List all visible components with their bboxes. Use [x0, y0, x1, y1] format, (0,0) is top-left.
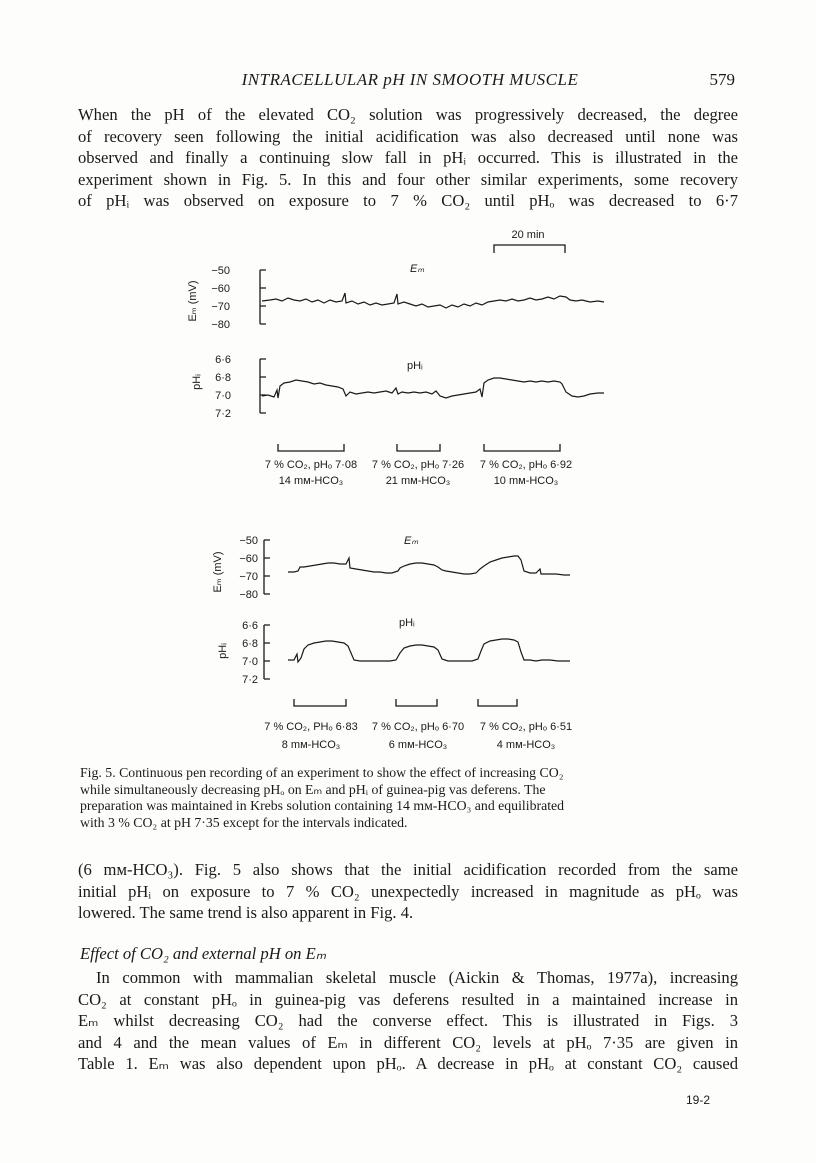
text-line: of recovery seen following the initial acidification was also decreased until none was	[78, 126, 738, 146]
ph-trace	[288, 639, 570, 662]
text-line: (6 mᴍ-HCO₃). Fig. 5 also shows that the initial acidification recorded from the same	[78, 860, 738, 879]
em-tick: −70	[239, 571, 258, 583]
em-axis	[260, 270, 266, 324]
ph-tick: 6·8	[215, 372, 231, 384]
text-line: Table 1. Eₘ was also dependent upon pHₒ. A decrease in pHₒ at constant CO₂ caused	[78, 1054, 738, 1074]
em-trace-label: Eₘ	[404, 535, 419, 547]
interval-bracket	[397, 444, 440, 451]
ph-trace	[262, 378, 604, 398]
text-line: initial pHᵢ on exposure to 7 % CO₂ unexpectedly increased in magnitude as pHₒ was	[78, 881, 738, 901]
caption-line: while simultaneously decreasing pHₒ on Eₘ and pHᵢ of guinea-pig vas deferens. The	[80, 781, 546, 797]
em-axis-label: Eₘ (mV)	[212, 551, 224, 593]
ph-tick: 6·6	[215, 354, 231, 366]
em-axis-label: Eₘ (mV)	[187, 280, 199, 322]
em-tick: −80	[239, 589, 258, 601]
interval-condition: 7 % CO₂, pHₒ 6·92	[479, 459, 573, 471]
interval-bracket	[294, 699, 346, 706]
interval-condition: 7 % CO₂, pHₒ 6·51	[479, 721, 573, 733]
ph-tick: 6·8	[242, 638, 258, 650]
em-tick: −60	[211, 283, 230, 295]
ph-axis	[264, 625, 270, 679]
interval-condition: 7 % CO₂, pHₒ 6·70	[371, 721, 465, 733]
scale-bar-label: 20 min	[511, 229, 545, 241]
ph-tick: 7·2	[242, 674, 258, 686]
page-number: 579	[709, 70, 735, 89]
interval-condition: 7 % CO₂, PHₒ 6·83	[264, 721, 358, 733]
interval-bracket	[478, 699, 517, 706]
footer-signature: 19-2	[686, 1093, 711, 1107]
section-heading: Effect of CO₂ and external pH on Eₘ	[80, 944, 327, 963]
interval-condition: 7 % CO₂, pHₒ 7·26	[371, 459, 465, 471]
text-line: CO₂ at constant pHₒ in guinea-pig vas deferens resulted in a maintained increase in	[78, 989, 738, 1009]
text-line: Eₘ whilst decreasing CO₂ had the converse effect. This is illustrated in Figs. 3	[78, 1011, 738, 1031]
ph-trace-label: pHᵢ	[399, 617, 415, 629]
em-tick: −80	[211, 319, 230, 331]
ph-trace-label: pHᵢ	[407, 360, 423, 372]
em-trace-label: Eₘ	[410, 263, 425, 275]
ph-tick: 7·2	[215, 408, 231, 420]
interval-hco3: 14 mᴍ-HCO₃	[278, 475, 344, 487]
interval-bracket	[278, 444, 344, 451]
interval-hco3: 10 mᴍ-HCO₃	[493, 475, 559, 487]
caption-line: with 3 % CO₂ at pH 7·35 except for the intervals indicated.	[80, 814, 408, 830]
text-line: lowered. The same trend is also apparent in Fig. 4.	[78, 903, 414, 923]
ph-axis-label: pHᵢ	[191, 374, 203, 390]
text-line: of pHᵢ was observed on exposure to 7 % CO₂ until pHₒ was decreased to 6·7	[78, 191, 738, 211]
text-line: observed and finally a continuing slow fall in pHᵢ occurred. This is illustrated in the	[78, 148, 738, 168]
text-line: experiment shown in Fig. 5. In this and four other similar experiments, some recovery	[78, 169, 738, 189]
em-tick: −50	[211, 265, 230, 277]
paragraph-3	[78, 967, 738, 1075]
caption-line: preparation was maintained in Krebs solution containing 14 mᴍ-HCO₃ and equilibrated	[80, 798, 565, 814]
caption-line: Fig. 5. Continuous pen recording of an experiment to show the effect of increasing CO₂	[80, 765, 564, 780]
text-line: When the pH of the elevated CO₂ solution was progressively decreased, the degree	[78, 105, 738, 124]
text-line: In common with mammalian skeletal muscle (Aickin & Thomas, 1977a), increasing	[96, 968, 738, 987]
scale-bar	[494, 245, 565, 253]
em-trace	[288, 556, 570, 575]
em-trace	[262, 293, 604, 308]
interval-hco3: 4 mᴍ-HCO₃	[496, 739, 556, 751]
ph-tick: 6·6	[242, 620, 258, 632]
ph-tick: 7·0	[242, 656, 258, 668]
interval-condition: 7 % CO₂, pHₒ 7·08	[264, 459, 358, 471]
em-tick: −60	[239, 553, 258, 565]
interval-hco3: 6 mᴍ-HCO₃	[388, 739, 448, 751]
ph-axis-label: pHᵢ	[217, 643, 229, 659]
em-tick: −50	[239, 535, 258, 547]
em-tick: −70	[211, 301, 230, 313]
interval-hco3: 8 mᴍ-HCO₃	[281, 739, 341, 751]
figure-caption	[80, 765, 730, 831]
interval-bracket	[484, 444, 560, 451]
text-line: and 4 and the mean values of Eₘ in different CO₂ levels at pHₒ 7·35 are given in	[78, 1032, 738, 1052]
running-head: INTRACELLULAR pH IN SMOOTH MUSCLE	[241, 70, 579, 89]
paragraph-2	[78, 859, 738, 924]
em-axis	[264, 540, 270, 594]
interval-bracket	[396, 699, 437, 706]
interval-hco3: 21 mᴍ-HCO₃	[385, 475, 451, 487]
ph-tick: 7·0	[215, 390, 231, 402]
ph-axis	[260, 359, 266, 413]
